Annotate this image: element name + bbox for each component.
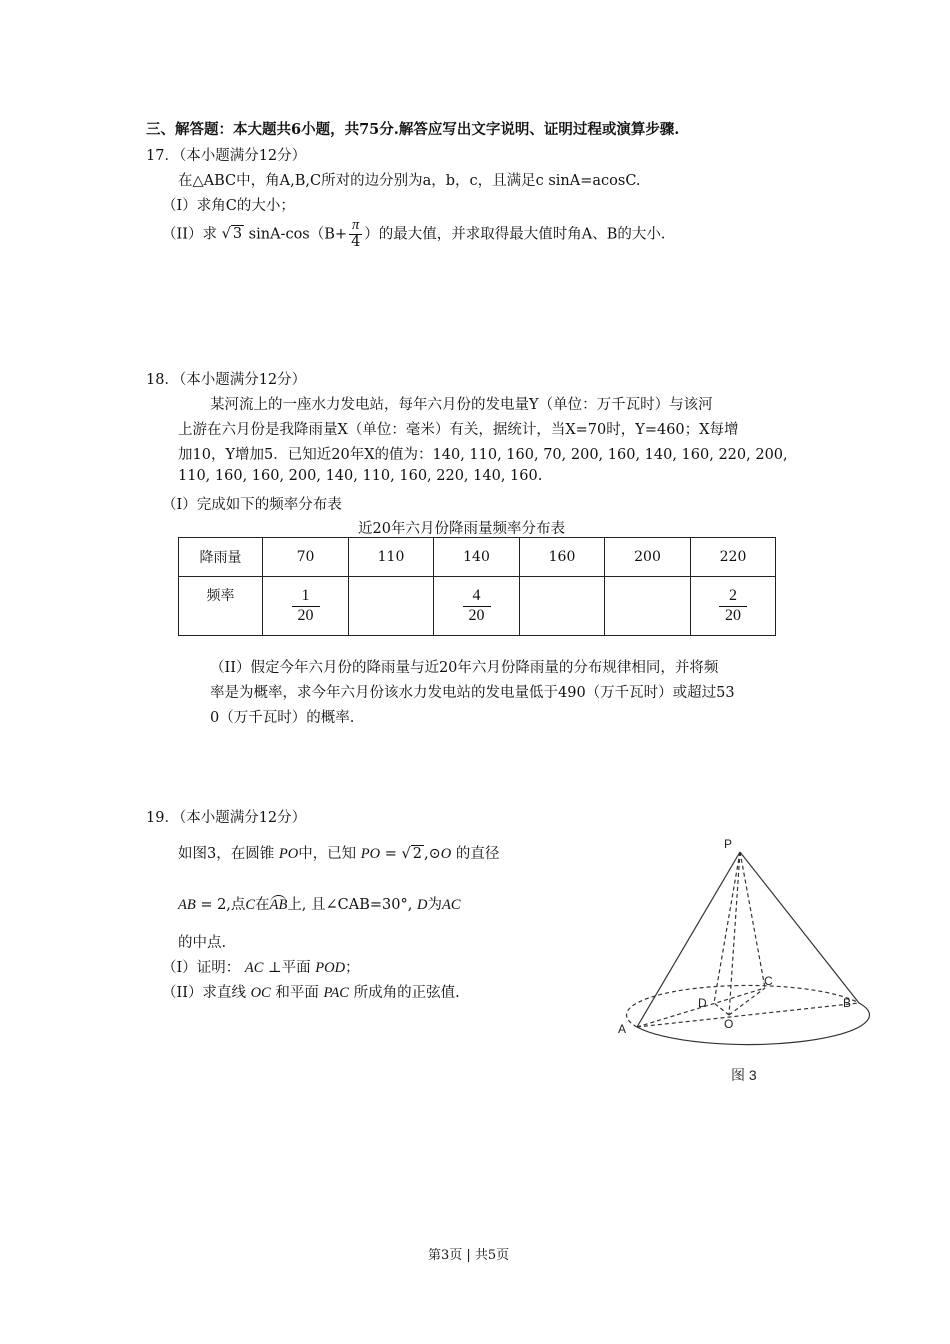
q19-points: （本小题满分12分） — [178, 810, 307, 826]
label-P: P — [724, 837, 733, 851]
cell-fraction-den: 20 — [468, 606, 485, 624]
q19-text: 在 — [255, 897, 270, 913]
q17-sqrt: √ 3 — [221, 226, 243, 243]
q19-math: = — [384, 846, 397, 862]
q19-math: AC — [441, 897, 461, 913]
q17-points: （本小题满分12分） — [178, 148, 307, 164]
table-cell — [434, 577, 520, 636]
q17-part2-suffix: ）的最大值，并求取得最大值时角A、B的大小. — [364, 226, 666, 243]
q19-math: PAC — [323, 985, 349, 1001]
q19-math: AB — [178, 897, 196, 913]
q19-text: （II）求直线 — [162, 985, 246, 1001]
segment-OD — [714, 1003, 729, 1015]
q19-sqrt-radicand: 2 — [412, 846, 422, 862]
table-header-cell: 110 — [349, 538, 434, 577]
page-footer: 第3页 | 共5页 — [428, 1248, 510, 1263]
cell-fraction — [292, 587, 320, 625]
table-frequency-row — [179, 577, 776, 636]
q18-table-title: 近20年六月份降雨量频率分布表 — [358, 521, 565, 537]
q18-para-line: 加10，Y增加5．已知近20年X的值为：140, 110, 160, 70, 200, 160, 140, 160, 220, 200, — [178, 447, 788, 463]
q17-fraction-num: π — [349, 218, 362, 235]
label-D: D — [698, 996, 707, 1010]
q19-text: 为 — [427, 897, 442, 913]
table-header-cell: 140 — [434, 538, 520, 577]
q19-text: 和平面 — [275, 985, 319, 1001]
q19-part1 — [162, 956, 360, 977]
table-header-cell: 160 — [520, 538, 605, 577]
q18-part2-line: 率是为概率，求今年六月份该水力发电站的发电量低于490（万千瓦时）或超过53 — [210, 685, 735, 701]
q19-math: POD — [315, 960, 346, 976]
table-header-cell: 220 — [691, 538, 776, 577]
q17-sqrt-radicand: 3 — [232, 226, 243, 243]
q19-text: 的直径 — [455, 846, 500, 862]
q19-text: 如图3，在圆锥 — [178, 846, 275, 862]
table-header-row — [179, 538, 776, 577]
q17-part2 — [162, 218, 666, 251]
cell-fraction-num: 2 — [719, 587, 747, 606]
q19-math: O — [440, 846, 452, 862]
q19-math: AC — [244, 960, 264, 976]
label-C: C — [764, 974, 773, 988]
segment-OC — [729, 988, 765, 1015]
q19-text: = 2,点 — [200, 897, 246, 913]
label-A: A — [618, 1022, 627, 1036]
table-cell-empty — [349, 577, 434, 636]
q19-number: 19． — [146, 810, 179, 826]
cell-fraction-num: 1 — [292, 587, 320, 606]
q17-part2-mid: sinA-cos（B+ — [248, 226, 348, 243]
q17-line1: 在△ABC中，角A,B,C所对的边分别为a，b，c，且满足c sinA=acosC. — [178, 173, 641, 189]
q18-part2-line: 0（万千瓦时）的概率. — [210, 710, 355, 726]
table-cell-empty — [605, 577, 691, 636]
q18-points: （本小题满分12分） — [178, 372, 307, 388]
q18-part2-line: （II）假定今年六月份的降雨量与近20年六月份降雨量的分布规律相同，并将频 — [210, 660, 719, 676]
q19-text: 上, 且∠CAB=30°, — [287, 897, 413, 913]
q18-para-line: 110, 160, 160, 200, 140, 110, 160, 220, 140, 160. — [178, 468, 543, 484]
q19-text: ； — [345, 960, 360, 976]
q19-part2 — [162, 981, 460, 1002]
table-header-cell: 70 — [263, 538, 349, 577]
q19-line1 — [178, 842, 499, 863]
q17-part2-prefix: （II）求 — [162, 226, 217, 243]
q19-line3: 的中点. — [178, 935, 227, 951]
q19-text: 中，已知 — [298, 846, 357, 862]
q19-math: C — [245, 897, 256, 913]
diameter-AB — [637, 1003, 859, 1027]
q19-text: ⊥平面 — [267, 960, 311, 976]
q17-part1: （I）求角C的大小； — [162, 198, 295, 214]
q19-sqrt: √ 2 — [401, 846, 422, 862]
q19-math: PO — [278, 846, 299, 862]
q19-arc-math: AB — [269, 897, 288, 913]
label-O: O — [724, 1017, 734, 1031]
cell-fraction-num: 4 — [463, 587, 491, 606]
cell-fraction-den: 20 — [297, 606, 314, 624]
table-header-cell: 降雨量 — [179, 538, 263, 577]
edge-PO — [729, 852, 740, 1015]
edge-PC — [740, 852, 765, 988]
section-heading: 三、解答题：本大题共6小题，共75分.解答应写出文字说明、证明过程或演算步骤. — [146, 121, 680, 138]
q17-fraction-den: 4 — [351, 233, 361, 250]
edge-PB — [740, 852, 859, 1003]
q18-para-line: 上游在六月份是我降雨量X（单位：毫米）有关，据统计，当X=70时，Y=460；X每增 — [178, 422, 739, 438]
q19-math: ,⊙ — [424, 846, 441, 862]
table-cell — [691, 577, 776, 636]
q19-line2 — [178, 893, 461, 914]
figure-caption: 图 3 — [731, 1067, 757, 1083]
q19-math: OC — [250, 985, 271, 1001]
q18-para-line: 某河流上的一座水力发电站，每年六月份的发电量Y（单位：万千瓦时）与该河 — [210, 397, 713, 413]
cell-fraction — [719, 587, 747, 625]
q18-part1: （I）完成如下的频率分布表 — [162, 497, 342, 513]
table-cell — [263, 577, 349, 636]
cell-fraction — [463, 587, 491, 625]
base-ellipse-back — [627, 985, 859, 1027]
table-cell-empty — [520, 577, 605, 636]
q17-header — [146, 144, 306, 165]
q19-text: （I）证明： — [162, 960, 241, 976]
cell-fraction-den: 20 — [725, 606, 741, 624]
q18-header — [146, 368, 306, 389]
table-header-cell: 200 — [605, 538, 691, 577]
cone-figure — [610, 830, 870, 1090]
q19-text: 所成角的正弦值. — [353, 985, 460, 1001]
q18-number: 18． — [146, 372, 179, 388]
frequency-table — [178, 537, 776, 636]
label-B: B — [843, 996, 852, 1010]
q17-number: 17． — [146, 148, 179, 164]
q17-fraction — [349, 218, 362, 251]
q19-math: PO — [360, 846, 381, 862]
q19-header — [146, 806, 306, 827]
table-row-label: 频率 — [179, 577, 263, 636]
q19-math: D — [416, 897, 428, 913]
